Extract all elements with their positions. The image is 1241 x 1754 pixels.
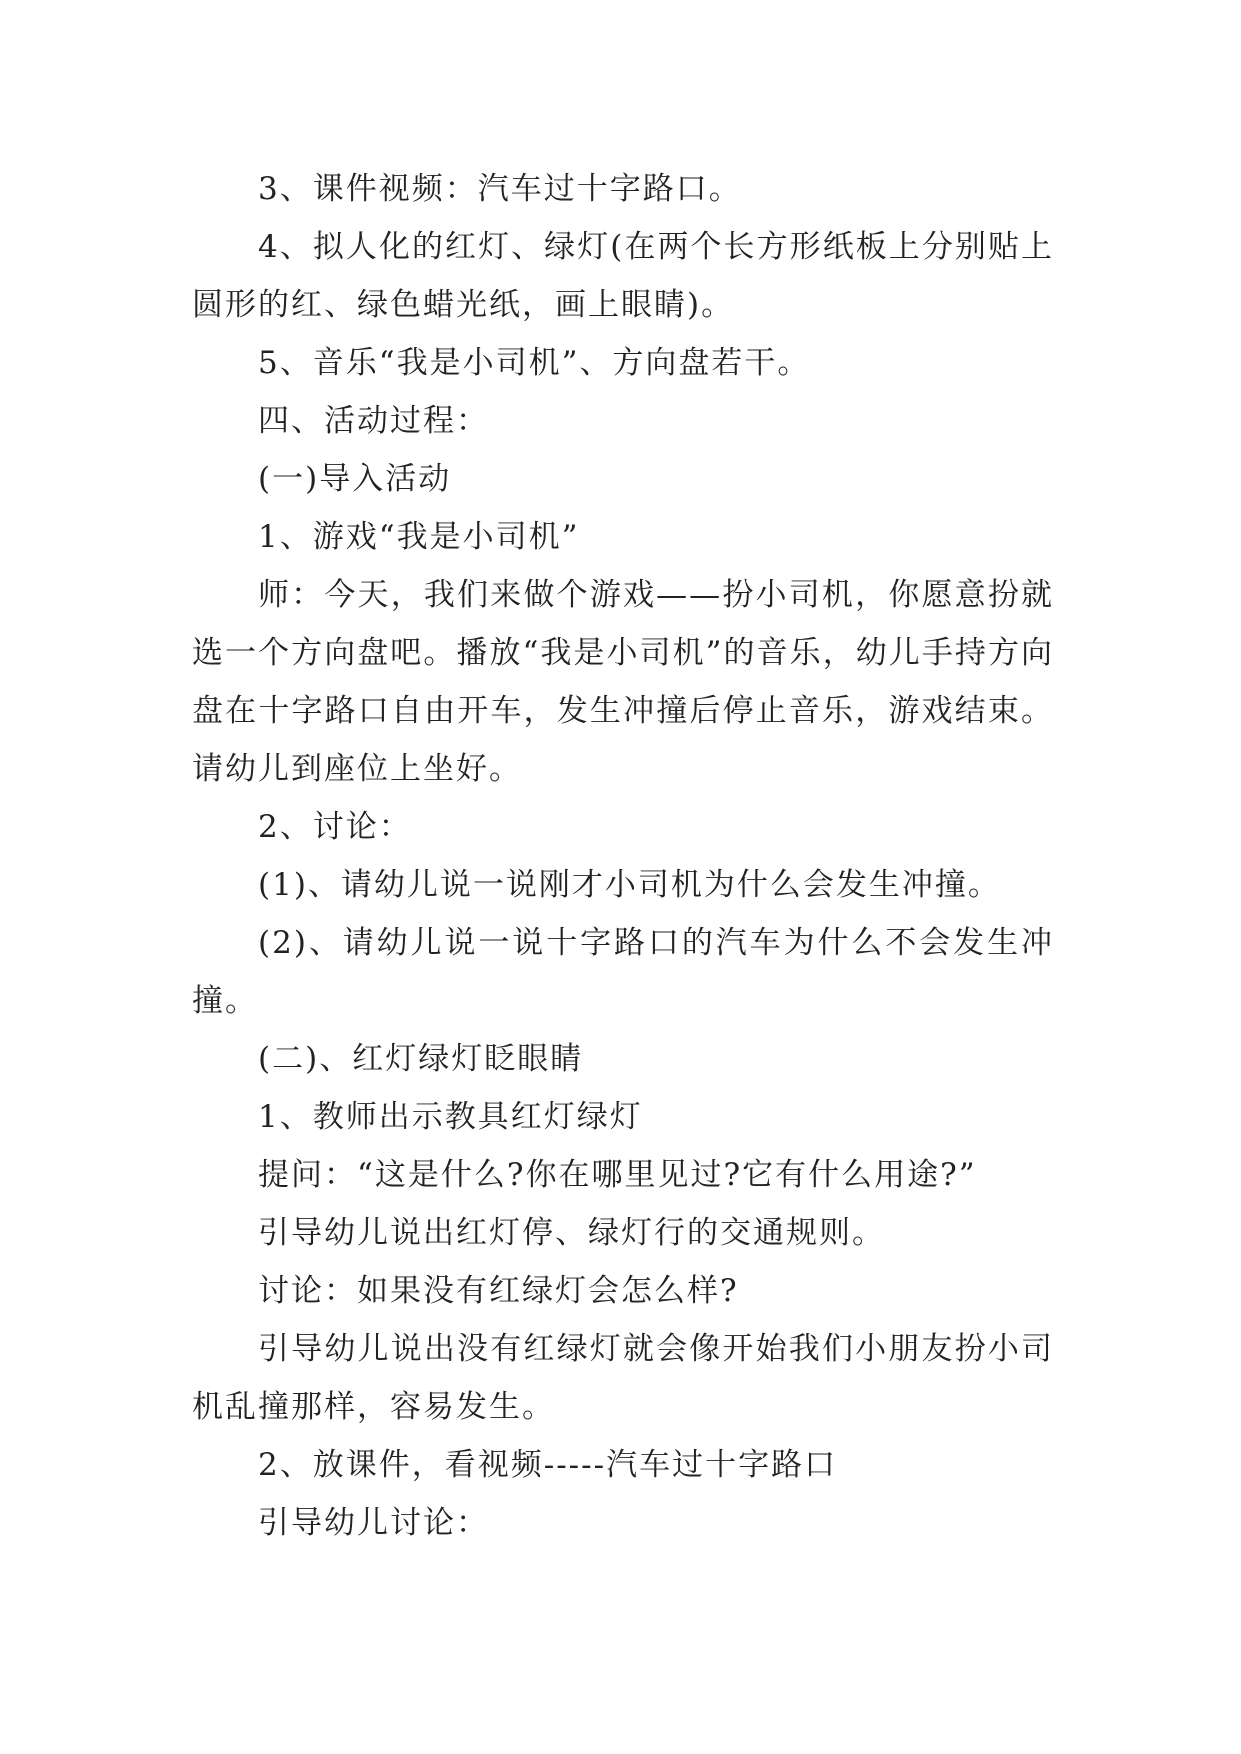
section-heading: 四、活动过程： [258,403,489,439]
paragraph: 2、放课件，看视频-----汽车过十字路口 [258,1447,838,1483]
paragraph: 提问：“这是什么?你在哪里见过?它有什么用途?” [258,1157,977,1193]
paragraph: 1、游戏“我是小司机” [258,519,580,555]
paragraph: (2)、请幼儿说一说十字路口的汽车为什么不会发生冲撞。 [192,925,1054,1019]
subsection-heading: (二)、红灯绿灯眨眼睛 [258,1041,584,1077]
paragraph: 5、音乐“我是小司机”、方向盘若干。 [258,345,811,381]
paragraph: 4、拟人化的红灯、绿灯(在两个长方形纸板上分别贴上圆形的红、绿色蜡光纸，画上眼睛)。 [192,229,1054,323]
paragraph: 引导幼儿说出红灯停、绿灯行的交通规则。 [258,1215,885,1251]
document-page [192,160,1054,1552]
paragraph: 3、课件视频：汽车过十字路口。 [258,171,742,207]
paragraph: 引导幼儿说出没有红绿灯就会像开始我们小朋友扮小司机乱撞那样，容易发生。 [192,1331,1054,1425]
paragraph: 2、讨论： [258,809,412,845]
subsection-heading: (一)导入活动 [258,461,452,497]
paragraph: 讨论：如果没有红绿灯会怎么样? [258,1273,739,1309]
paragraph: 师：今天，我们来做个游戏——扮小司机，你愿意扮就选一个方向盘吧。播放“我是小司机”的音乐，幼儿手持方向盘在十字路口自由开车，发生冲撞后停止音乐，游戏结束。请幼儿到座位上坐好。 [192,577,1054,787]
paragraph: 1、教师出示教具红灯绿灯 [258,1099,643,1135]
paragraph: (1)、请幼儿说一说刚才小司机为什么会发生冲撞。 [258,867,1001,903]
paragraph: 引导幼儿讨论： [258,1505,489,1541]
